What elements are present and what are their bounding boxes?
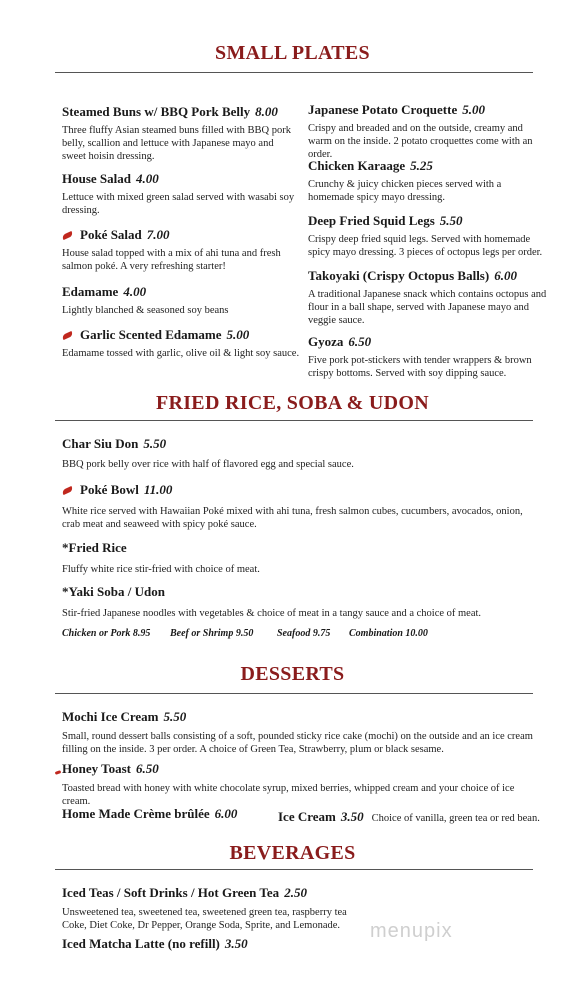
chili-pepper-icon	[61, 485, 73, 494]
item-price: 6.50	[136, 761, 159, 776]
item-name: Iced Matcha Latte (no refill)	[62, 936, 220, 951]
small-plates-rule	[55, 72, 533, 73]
item-desc: A traditional Japanese snack which contains octopus and flour in a ball shape, served with Japanese mayo and veggie sauce.	[308, 289, 547, 326]
item-chicken-karaage	[308, 158, 548, 204]
item-price: 4.00	[136, 171, 159, 186]
item-desc: White rice served with Hawaiian Poké mixed with ahi tuna, fresh salmon cubes, cucumbers, avocados, onion, crab meat and seaweed with spicy poké sauce.	[62, 506, 523, 530]
item-name: Japanese Potato Croquette	[308, 102, 458, 117]
item-price: 7.00	[146, 227, 170, 242]
item-name: Deep Fried Squid Legs	[308, 213, 435, 228]
item-desc: Crispy and breaded and on the outside, creamy and warm on the inside. 2 potato croquettes come with an order.	[308, 123, 533, 160]
item-price: 5.00	[226, 327, 250, 342]
item-desc: Unsweetened tea, sweetened tea, sweetened green tea, raspberry tea Coke, Diet Coke, Dr Pepper, Orange Soda, Sprite, and Lemonade.	[62, 907, 347, 931]
item-squid-legs	[308, 213, 548, 259]
item-name: Poké Bowl	[80, 482, 139, 497]
item-name: Takoyaki (Crispy Octopus Balls)	[308, 268, 490, 283]
fried-rice-title: FRIED RICE, SOBA & UDON	[155, 392, 430, 414]
item-name: Poké Salad	[80, 227, 142, 242]
item-ice-cream	[278, 808, 540, 826]
item-name: Iced Teas / Soft Drinks / Hot Green Tea	[62, 885, 280, 900]
small-plates-title: SMALL PLATES	[215, 42, 370, 64]
item-name: Gyoza	[308, 334, 344, 349]
item-steamed-buns	[62, 104, 300, 163]
item-name: Chicken Karaage	[308, 158, 406, 173]
item-desc: Lightly blanched & seasoned soy beans	[62, 305, 229, 316]
item-edamame	[62, 284, 300, 317]
item-desc: Crunchy & juicy chicken pieces served with a homemade spicy mayo dressing.	[308, 179, 502, 203]
item-creme-brulee	[62, 806, 237, 822]
item-name: Mochi Ice Cream	[62, 709, 159, 724]
item-honey-toast	[62, 761, 544, 808]
chili-pepper-icon	[61, 230, 73, 239]
item-price: 5.50	[163, 709, 187, 724]
item-price: 2.50	[284, 885, 307, 900]
item-desc: Five pork pot-stickers with tender wrappers & brown crispy bottoms. Served with soy dipping sauce.	[308, 355, 532, 379]
item-gyoza	[308, 334, 548, 380]
item-price: 6.50	[348, 334, 372, 349]
item-house-salad	[62, 171, 300, 217]
item-price: 3.50	[340, 809, 364, 824]
item-name: Edamame	[62, 284, 119, 299]
option-combination: Combination 10.00	[349, 628, 428, 639]
item-poke-salad	[62, 227, 300, 273]
chili-pepper-icon	[55, 770, 62, 775]
item-yaki-soba	[62, 584, 542, 620]
item-name: *Yaki Soba / Udon	[62, 584, 165, 599]
item-name: Honey Toast	[62, 761, 131, 776]
item-name: Ice Cream	[278, 809, 336, 824]
beverages-rule	[55, 869, 533, 870]
chili-pepper-icon	[61, 330, 73, 339]
item-takoyaki	[308, 268, 548, 327]
desserts-rule	[55, 693, 533, 694]
item-name: Home Made Crème brûlée	[62, 806, 210, 821]
fried-rice-rule	[55, 420, 533, 421]
item-desc: Toasted bread with honey with white chocolate syrup, mixed berries, whipped cream and your choice of ice cream.	[62, 783, 515, 807]
item-garlic-edamame	[62, 327, 300, 360]
item-price: 6.00	[214, 806, 238, 821]
item-iced-teas	[62, 885, 352, 932]
item-price: 3.50	[224, 936, 248, 951]
option-beef-shrimp: Beef or Shrimp 9.50	[170, 628, 254, 639]
item-desc: Fluffy white rice stir-fried with choice of meat.	[62, 564, 260, 575]
option-chicken-pork: Chicken or Pork 8.95	[62, 628, 151, 639]
item-price: 5.50	[143, 436, 167, 451]
item-desc: Lettuce with mixed green salad served with wasabi soy dressing.	[62, 192, 295, 216]
item-desc: Small, round dessert balls consisting of a soft, pounded sticky rice cake (mochi) on the outside and an ice cream filling on the inside. 3 per order. A choice of Green Tea, Strawberry, plum or black sesame.	[62, 731, 533, 755]
item-price: 8.00	[255, 104, 278, 119]
item-name: *Fried Rice	[62, 540, 127, 555]
beverages-title: BEVERAGES	[229, 842, 356, 864]
item-price: 5.00	[462, 102, 485, 117]
item-desc: Crispy deep fried squid legs. Served with homemade spicy mayo dressing. 3 pieces of octopus legs per order.	[308, 234, 543, 258]
item-price: 4.00	[123, 284, 147, 299]
item-desc: Edamame tossed with garlic, olive oil & light soy sauce.	[62, 348, 300, 359]
item-desc: Stir-fried Japanese noodles with vegetables & choice of meat in a tangy sauce and a choice of meat.	[62, 608, 482, 619]
item-desc: Three fluffy Asian steamed buns filled with BBQ pork belly, scallion and lettuce with Japanese mayo and sweet hoisin dressing.	[62, 125, 292, 162]
item-desc: BBQ pork belly over rice with half of flavored egg and special sauce.	[62, 459, 354, 470]
item-potato-croquette	[308, 102, 548, 161]
item-desc: House salad topped with a mix of ahi tuna and fresh salmon poké. A very refreshing starter!	[62, 248, 281, 272]
item-price: 11.00	[143, 482, 173, 497]
desserts-title: DESSERTS	[240, 663, 345, 685]
item-price: 5.25	[410, 158, 433, 173]
item-poke-bowl	[62, 482, 532, 531]
item-name: Garlic Scented Edamame	[80, 327, 222, 342]
item-fried-rice	[62, 540, 542, 576]
menupix-watermark: menupix	[370, 920, 453, 942]
item-price: 5.50	[439, 213, 463, 228]
item-name: Steamed Buns w/ BBQ Pork Belly	[62, 104, 251, 119]
item-mochi	[62, 709, 544, 756]
option-seafood: Seafood 9.75	[277, 628, 331, 639]
item-price: 6.00	[494, 268, 517, 283]
item-matcha-latte	[62, 936, 362, 952]
item-desc: Choice of vanilla, green tea or red bean.	[371, 813, 540, 824]
item-char-siu-don	[62, 436, 542, 471]
item-name: Char Siu Don	[62, 436, 139, 451]
item-name: House Salad	[62, 171, 131, 186]
